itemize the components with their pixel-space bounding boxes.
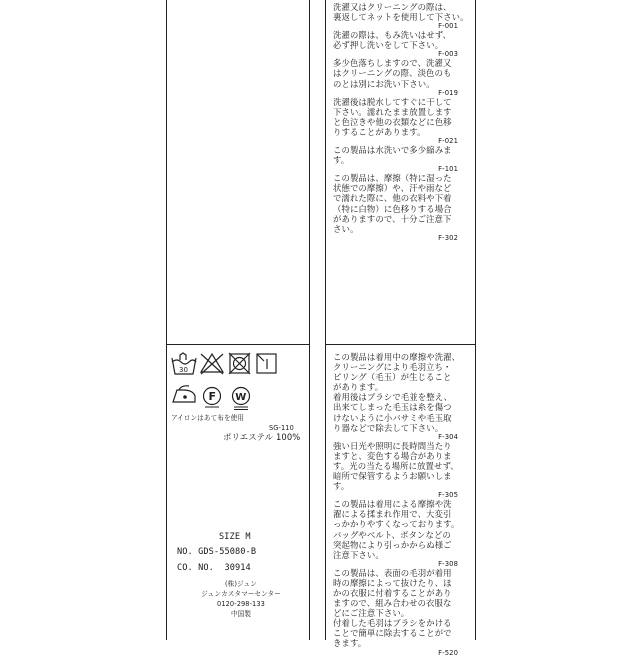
phone-number: 0120-298-133 xyxy=(217,600,265,609)
care-note-line: りすることがあります。 xyxy=(333,126,426,137)
care-note-line: 暗所で保管するようお願いしま xyxy=(333,471,452,482)
line-dry-shade-icon xyxy=(257,354,276,373)
care-note-line: はクリーニングの際、淡色のも xyxy=(333,68,452,79)
care-note-code: F-304 xyxy=(438,432,458,441)
care-note-line: 下さい。濡れたまま放置します xyxy=(333,106,452,117)
right-top-panel xyxy=(333,2,469,242)
customer-center: ジュンカスタマーセンター xyxy=(201,590,281,599)
care-note-line: この製品は着用中の摩擦や洗濯、 xyxy=(333,352,461,362)
care-note-line: （特に白物）に色移りする場合 xyxy=(333,203,452,214)
product-number: NO. GDS-55080-B xyxy=(177,547,257,557)
right-bottom-panel xyxy=(333,352,461,657)
wet-clean-w-icon xyxy=(233,388,250,410)
care-note-line: ますと、変色する場合がありま xyxy=(333,450,452,461)
hand-wash-icon xyxy=(172,353,196,374)
care-note-line: きます。 xyxy=(333,638,367,649)
svg-text:30: 30 xyxy=(179,366,188,374)
care-note xyxy=(333,441,458,499)
care-note-line: この製品は水洗いで多少縮みま xyxy=(333,145,452,156)
care-note-code: F-003 xyxy=(438,50,458,59)
svg-text:F: F xyxy=(208,390,217,403)
no-bleach-icon xyxy=(201,354,223,374)
care-note-line: と色泣きや他の衣類などに色移 xyxy=(333,116,452,127)
care-note-line: す。光の当たる場所に放置せず、 xyxy=(333,460,459,471)
care-note-line: のとは別にお洗い下さい。 xyxy=(333,78,435,89)
care-symbol-panel xyxy=(169,352,307,640)
care-note-line: り器などで除去して下さい。 xyxy=(333,422,444,433)
care-note-line: この製品は、表面の毛羽が着用 xyxy=(333,567,452,578)
country-of-origin: 中国製 xyxy=(230,610,252,619)
care-note-line: ますので、組み合わせの衣服な xyxy=(333,598,452,609)
right-bottom-notes xyxy=(333,352,461,657)
care-note-line: ことで簡単に除去することがで xyxy=(333,628,452,639)
care-note-line: で濡れた際に、他の衣料や下着 xyxy=(333,193,452,204)
care-note xyxy=(333,2,469,31)
care-note-line: 状態での摩擦）や、汗や雨など xyxy=(333,183,452,194)
right-divider xyxy=(325,344,476,345)
care-note-line: がありますので、十分ご注意下 xyxy=(333,213,452,224)
no-tumble-dry-icon xyxy=(229,353,250,374)
care-note-line: クリーニングにより毛羽立ち・ xyxy=(333,362,452,373)
right-top-notes xyxy=(333,2,469,242)
care-note-line: どにご注意下さい。 xyxy=(333,608,410,619)
iron-low-icon xyxy=(173,386,195,402)
care-note xyxy=(333,97,458,145)
material: ポリエステル xyxy=(223,432,274,442)
care-note xyxy=(333,568,458,657)
care-note-code: F-021 xyxy=(438,137,458,146)
care-note xyxy=(333,173,458,242)
care-note xyxy=(333,30,458,58)
care-note-line: 時の摩擦によって抜けたり、ほ xyxy=(333,577,452,588)
care-note xyxy=(333,145,458,173)
care-note-line: バッグやベルト、ボタンなどの xyxy=(333,529,451,540)
care-note-line: 洗濯の際は、もみ洗いはせず、 xyxy=(333,30,451,41)
care-note-line: 裏返してネットを使用して下さい。 xyxy=(333,12,469,23)
maker-info xyxy=(189,579,293,619)
care-note-line: す。 xyxy=(333,155,350,166)
left-divider xyxy=(166,344,310,345)
material-percent: 100% xyxy=(276,432,301,442)
care-note-line: 着用後はブラシで毛並を整え、 xyxy=(333,392,453,403)
care-note-code: F-101 xyxy=(438,165,458,174)
right-border xyxy=(475,0,476,640)
care-note-line: ピリング（毛玉）が生じること xyxy=(333,372,452,383)
care-note-line: 注意下さい。 xyxy=(333,549,384,560)
care-note-line: があります。 xyxy=(333,382,384,393)
care-note-line: かの衣服に付着することがあり xyxy=(333,587,452,598)
care-note-line: 必ず押し洗いをして下さい。 xyxy=(333,40,444,51)
iron-note: アイロンはあて布を使用 xyxy=(171,414,245,422)
care-note-code: F-308 xyxy=(438,559,458,568)
left-border xyxy=(166,0,167,640)
care-note-line: っかかりやすくなっております。 xyxy=(333,519,460,530)
care-note xyxy=(333,352,461,441)
care-note-code: F-302 xyxy=(438,233,458,242)
care-note-line: この製品は、摩擦（特に湿った xyxy=(333,173,452,184)
care-note-line: この製品は着用による摩擦や洗 xyxy=(333,499,452,510)
care-note-line: 洗濯又はクリーニングの際は、 xyxy=(333,2,452,12)
company-name: (株)ジュン xyxy=(225,580,257,588)
care-note-line: さい。 xyxy=(333,223,359,234)
care-note xyxy=(333,499,458,568)
care-note-line: 突起物により引っかからぬ様ご xyxy=(333,539,452,550)
center-right-border xyxy=(325,0,326,640)
care-note-line: 付着した毛羽はブラシをかける xyxy=(333,618,452,629)
care-note xyxy=(333,58,458,96)
care-note-line: 濯による揉まれ作用で、大変引 xyxy=(333,509,452,520)
care-note-line: けないように小バサミや毛玉取 xyxy=(333,412,452,423)
care-note-line: 多少色落ちしますので、洗濯又 xyxy=(333,58,452,69)
dry-clean-f-icon xyxy=(204,388,221,408)
care-note-line: 洗濯後は脱水してすぐに干して xyxy=(333,96,452,107)
care-note-code: F-001 xyxy=(438,22,458,31)
size-label: SIZE M xyxy=(219,532,251,542)
care-note-code: F-019 xyxy=(438,88,458,97)
svg-text:W: W xyxy=(235,392,247,403)
sg-code: SG-110 xyxy=(269,424,294,432)
center-left-border xyxy=(309,0,310,640)
color-number: CO. NO. 30914 xyxy=(177,563,251,573)
care-note-code: F-305 xyxy=(438,491,458,500)
care-note-code: F-520 xyxy=(438,648,458,657)
care-note-line: 出来てしまった毛玉は糸を傷つ xyxy=(333,402,452,413)
care-note-line: 強い日光や照明に長時間当たり xyxy=(333,440,452,451)
care-note-line: す。 xyxy=(333,481,350,492)
